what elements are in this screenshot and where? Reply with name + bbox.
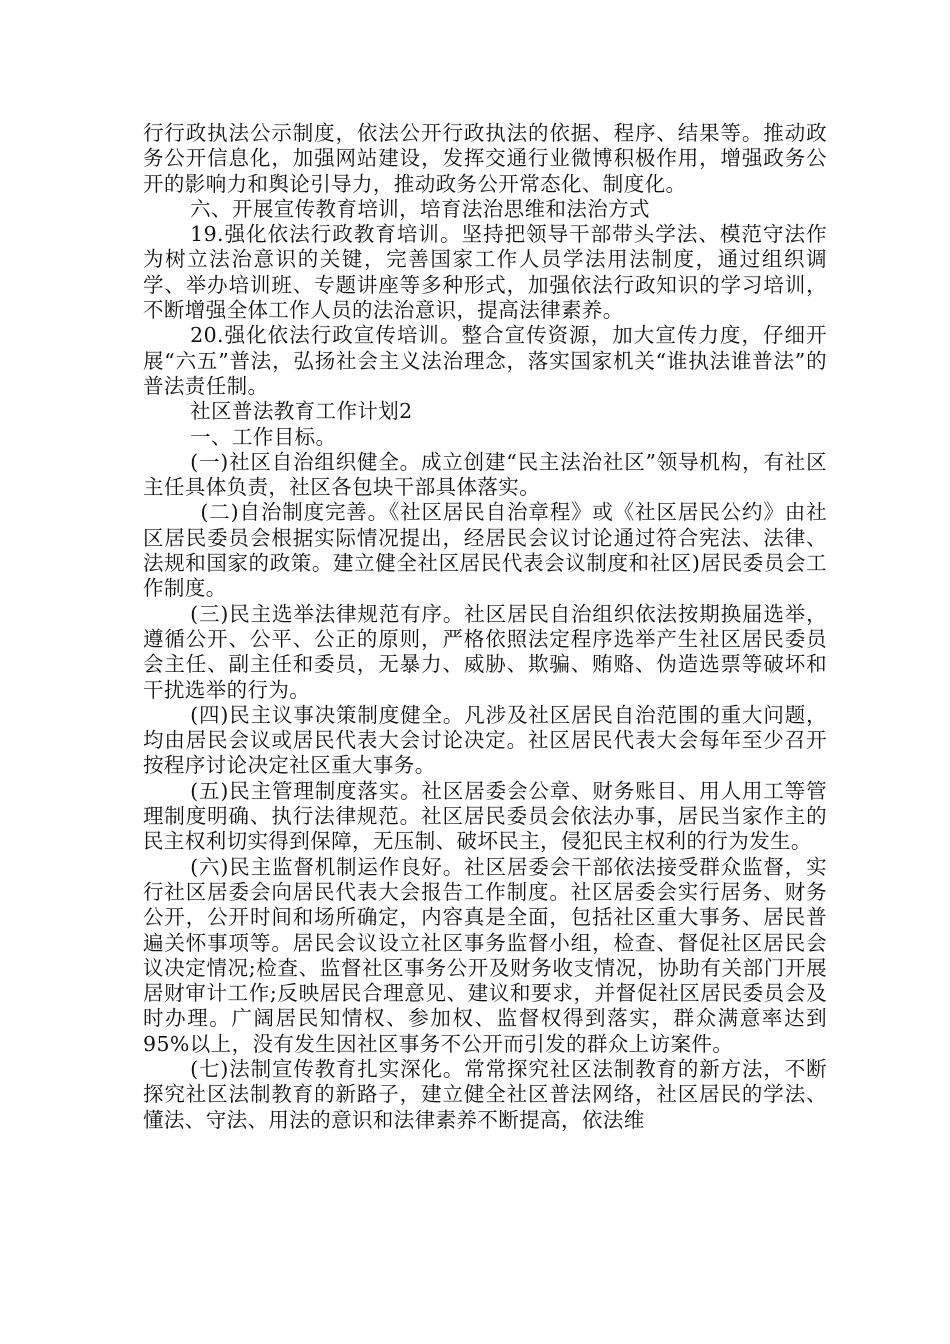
paragraph-goal-1: (一)社区自治组织健全。成立创建“民主法治社区”领导机构，有社区主任具体负责，社区各包块干部具体落实。 bbox=[143, 449, 827, 500]
section-heading-six: 六、开展宣传教育培训，培育法治思维和法治方式 bbox=[190, 196, 650, 221]
paragraph-goal-2: (二)自治制度完善。《社区居民自治章程》或《社区居民公约》由社区居民委员会根据实际情况提出，经居民会议讨论通过符合宪法、法律、法规和国家的政策。建立健全社区居民代表会议制度和社区)居民委员会工作制度。 bbox=[143, 500, 827, 601]
paragraph-item-20: 20.强化依法行政宣传培训。整合宣传资源，加大宣传力度，仔细开展“六五”普法，弘扬社会主义法治理念，落实国家机关“谁执法谁普法”的普法责任制。 bbox=[143, 323, 827, 398]
paragraph-item-19: 19.强化依法行政教育培训。坚持把领导干部带头学法、模范守法作为树立法治意识的关键，完善国家工作人员学法用法制度，通过组织调学、举办培训班、专题讲座等多种形式，加强依法行政知识的学习培训，不断增强全体工作人员的法治意识，提高法律素养。 bbox=[143, 222, 827, 323]
section-heading-one: 一、工作目标。 bbox=[190, 424, 337, 449]
paragraph-goal-3: (三)民主选举法律规范有序。社区居民自治组织依法按期换届选举，遵循公开、公平、公正的原则，严格依照法定程序选举产生社区居民委员会主任、副主任和委员，无暴力、威胁、欺骗、贿赂、伪造选票等破坏和干扰选举的行为。 bbox=[143, 601, 827, 702]
paragraph-goal-7: (七)法制宣传教育扎实深化。常常探究社区法制教育的新方法，不断探究社区法制教育的新路子，建立健全社区普法网络，社区居民的学法、懂法、守法、用法的意识和法律素养不断提高，依法维 bbox=[143, 1056, 827, 1132]
paragraph-continuation: 行行政执法公示制度，依法公开行政执法的依据、程序、结果等。推动政务公开信息化，加强网站建设，发挥交通行业微博积极作用，增强政务公开的影响力和舆论引导力，推动政务公开常态化、制度化。 bbox=[143, 121, 827, 196]
paragraph-goal-6: (六)民主监督机制运作良好。社区居委会干部依法接受群众监督，实行社区居委会向居民代表大会报告工作制度。社区居委会实行居务、财务公开，公开时间和场所确定，内容真是全面，包括社区重大事务、居民普遍关怀事项等。居民会议设立社区事务监督小组，检查、督促社区居民会议决定情况;检查、监督社区事务公开及财务收支情况，协助有关部门开展居财审计工作;反映居民合理意见、建议和要求，并督促社区居民委员会及时办理。广阔居民知情权、参加权、监督权得到落实，群众满意率达到95%以上，没有发生因社区事务不公开而引发的群众上访案件。 bbox=[143, 854, 827, 1056]
document-body bbox=[143, 121, 827, 1133]
paragraph-goal-4: (四)民主议事决策制度健全。凡涉及社区居民自治范围的重大问题，均由居民会议或居民代表大会讨论决定。社区居民代表大会每年至少召开按程序讨论决定社区重大事务。 bbox=[143, 702, 827, 778]
document-subtitle: 社区普法教育工作计划2 bbox=[190, 399, 413, 424]
paragraph-goal-5: (五)民主管理制度落实。社区居委会公章、财务账目、用人用工等管理制度明确、执行法律规范。社区居民委员会依法办事，居民当家作主的民主权利切实得到保障，无压制、破坏民主，侵犯民主权利的行为发生。 bbox=[143, 778, 827, 854]
